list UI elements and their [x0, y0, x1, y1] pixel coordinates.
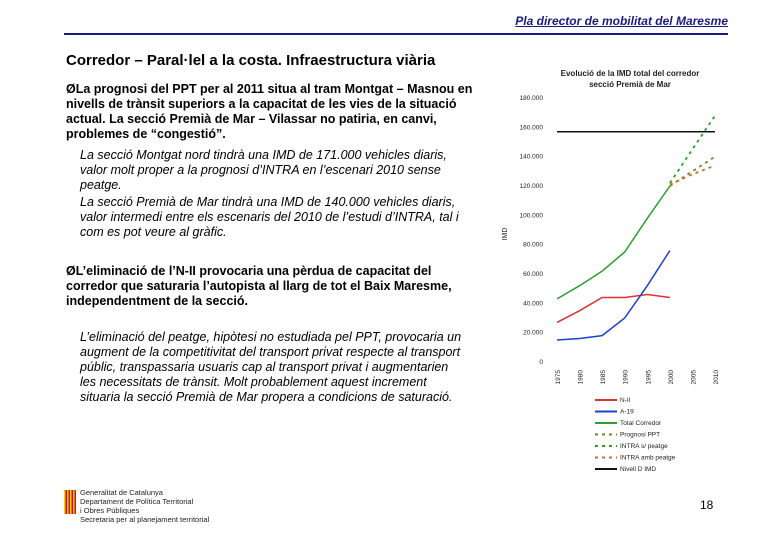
- x-tick-label: 2005: [690, 370, 698, 385]
- series-line: [670, 116, 715, 184]
- footer-line: Departament de Política Territorial: [80, 497, 194, 506]
- y-tick-label: 120.000: [519, 183, 543, 190]
- chart-ylabel: IMD: [502, 227, 509, 241]
- footer-line: Secretaria per al planejament territorial: [80, 515, 210, 524]
- imd-chart-svg: [495, 62, 735, 492]
- x-tick-label: 1995: [645, 370, 653, 385]
- legend-label: Nivell D IMD: [620, 466, 657, 473]
- series-line: [557, 295, 670, 323]
- legend-label: N-II: [620, 397, 631, 404]
- x-tick-label: 1985: [600, 370, 608, 385]
- generalitat-logo-icon: [64, 490, 76, 514]
- paragraph-prognosi: [66, 82, 476, 142]
- header-title: Pla director de mobilitat del Maresme: [515, 14, 728, 28]
- chart-series: [557, 116, 715, 340]
- legend-label: A-19: [620, 408, 634, 416]
- chart-y-ticks: [520, 95, 544, 366]
- chart-x-ticks: [555, 370, 720, 385]
- y-tick-label: 140.000: [519, 153, 543, 161]
- paragraph-prognosi-text: La prognosi del PPT per al 2011 situa al tram Montgat – Masnou en nivells de trànsit superiors a la capacitat de les vies de la situació actual. La secció Premià de Mar – Vilassar no patiria, en canvi, problemes de “congestió”.: [66, 82, 473, 141]
- y-tick-label: 180.000: [519, 95, 543, 102]
- legend-label: INTRA amb peatge: [620, 454, 676, 462]
- x-tick-label: 1980: [577, 370, 585, 385]
- y-tick-label: 80.000: [523, 241, 543, 249]
- chart-title-line1: Evolució de la IMD total del corredor: [560, 69, 700, 78]
- series-line: [670, 166, 715, 185]
- paragraph-n2-text: L’eliminació de l’N-II provocaria una pèrdua de capacitat del corredor que saturaria l’autopista al llarg de tot el Baix Maresme, independentment de la secció.: [66, 264, 452, 308]
- arrow-bullet-icon: Ø: [66, 82, 76, 96]
- chart-legend: [595, 397, 676, 473]
- slide-title: Corredor – Paral·lel a la costa. Infraestructura viària: [66, 52, 436, 69]
- arrow-bullet-icon: Ø: [66, 264, 76, 278]
- x-tick-label: 1975: [555, 370, 562, 385]
- x-tick-label: 1990: [622, 370, 630, 385]
- footer-institution: [80, 488, 209, 524]
- paragraph-n2: [66, 264, 486, 309]
- paragraph-peatge: L’eliminació del peatge, hipòtesi no estudiada pel PPT, provocaria un augment de la competitivitat del transport privat respecte al transport públic, transpassaria usuaris cap al transport privat i augmentarien les necessitats de trànsit. Molt probablement aquest increment situaria la secció Premià de Mar propera a condicions de saturació.: [80, 330, 462, 404]
- x-tick-label: 2000: [667, 370, 675, 385]
- footer-line: Generalitat de Catalunya: [80, 488, 163, 497]
- page-number: 18: [700, 498, 714, 512]
- y-tick-label: 20.000: [523, 329, 543, 337]
- paragraph-premia: La secció Premià de Mar tindrà una IMD de 140.000 vehicles diaris, valor intermedi entre els escenaris del 2010 de l’estudi d’INTRA, tal i com es pot veure al gràfic.: [80, 195, 459, 239]
- chart-title-line2: secció Premià de Mar: [589, 80, 671, 89]
- y-tick-label: 100.000: [519, 212, 543, 220]
- legend-label: INTRA s/ peatge: [620, 443, 668, 450]
- legend-label: Prognosi PPT: [620, 431, 661, 439]
- y-tick-label: 0: [539, 359, 543, 366]
- legend-label: Total Corredor: [620, 420, 662, 427]
- x-tick-label: 2010: [713, 370, 720, 385]
- imd-chart: [495, 62, 735, 492]
- y-tick-label: 160.000: [519, 124, 543, 132]
- series-line: [557, 186, 670, 299]
- footer-line: i Obres Públiques: [80, 506, 140, 515]
- paragraph-montgat: La secció Montgat nord tindrà una IMD de 171.000 vehicles diaris, valor molt proper a la prognosi d’INTRA en l’escenari 2010 sense peatge.: [80, 148, 447, 192]
- y-tick-label: 40.000: [523, 300, 543, 308]
- header-divider: [64, 33, 728, 35]
- y-tick-label: 60.000: [523, 271, 543, 278]
